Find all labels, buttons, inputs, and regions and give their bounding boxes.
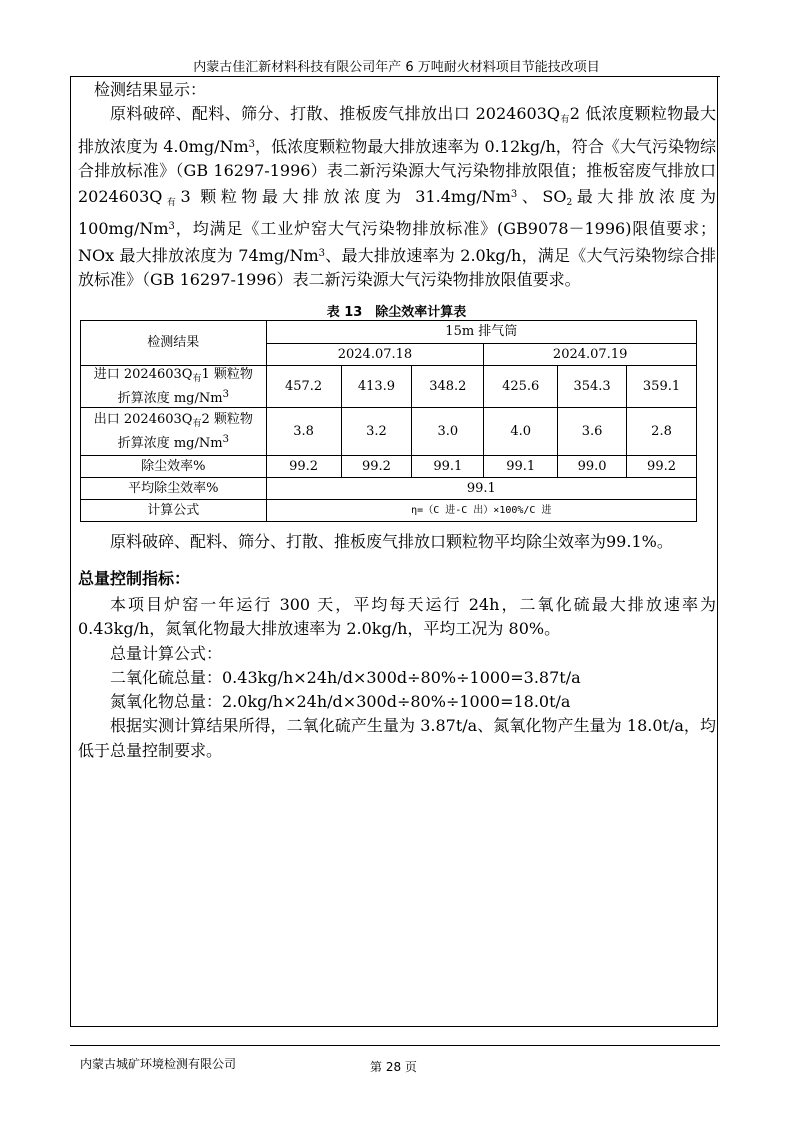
value-cell: 99.2 bbox=[627, 456, 697, 478]
average-label-cell: 平均除尘效率% bbox=[81, 478, 267, 500]
results-text: 3 颗粒物最大排放浓度为 31.4mg/Nm bbox=[180, 187, 511, 207]
table-header-row bbox=[81, 321, 697, 344]
results-text: 原料破碎、配料、筛分、打散、推板废气排放出口 2024603Q bbox=[110, 104, 560, 124]
value-cell: 3.6 bbox=[558, 408, 627, 456]
row-label-cell bbox=[81, 408, 267, 456]
row-label-text: 出口 2024603Q bbox=[93, 411, 193, 427]
value-cell: 2.8 bbox=[627, 408, 697, 456]
date-cell: 2024.07.18 bbox=[266, 344, 484, 366]
table-row bbox=[81, 408, 697, 456]
date-cell: 2024.07.19 bbox=[484, 344, 697, 366]
total-control-heading: 总量控制指标： bbox=[78, 569, 191, 588]
results-superscript: 3 bbox=[248, 138, 256, 150]
results-subscript: 有 bbox=[162, 198, 181, 209]
row-label-subscript: 有 bbox=[192, 418, 202, 429]
page-number: 第 28 页 bbox=[370, 1060, 417, 1074]
value-cell: 3.2 bbox=[341, 408, 412, 456]
formula-label-cell: 计算公式 bbox=[81, 500, 267, 522]
row-label-subscript: 有 bbox=[192, 373, 202, 384]
value-cell: 99.1 bbox=[412, 456, 484, 478]
page-header-title: 内蒙古佳汇新材料科技有限公司年产 6 万吨耐火材料项目节能技改项目 bbox=[193, 60, 600, 75]
table-row bbox=[81, 500, 697, 522]
value-cell: 348.2 bbox=[412, 366, 484, 408]
row-label-superscript: 3 bbox=[222, 388, 229, 400]
formula-intro: 总量计算公式： bbox=[110, 643, 223, 663]
dust-efficiency-table bbox=[80, 320, 697, 522]
value-cell: 99.0 bbox=[558, 456, 627, 478]
table-row bbox=[81, 456, 697, 478]
results-text: 、最大排放速率为 2.0kg/h，满足《大气污染物综合排放标准》（GB 16297-1996）表二新污染源大气污染物排放限值要求。 bbox=[78, 245, 716, 290]
summary-paragraph: 原料破碎、配料、筛分、打散、推板废气排放口颗粒物平均除尘效率为99.1%。 bbox=[110, 532, 673, 551]
row-label-superscript: 3 bbox=[222, 433, 229, 445]
results-section bbox=[78, 78, 716, 292]
nox-total: 氮氧化物总量：2.0kg/h×24h/d×300d÷80%÷1000=18.0t/a bbox=[110, 692, 571, 712]
total-control-section bbox=[78, 593, 716, 763]
value-cell: 3.0 bbox=[412, 408, 484, 456]
row-label-text: 1 颗粒物 bbox=[201, 366, 253, 382]
formula-cell: η=（C 进-C 出）×100%/C 进 bbox=[266, 500, 696, 522]
row-label-text: 进口 2024603Q bbox=[93, 366, 193, 382]
table-row bbox=[81, 478, 697, 500]
value-cell: 99.2 bbox=[341, 456, 412, 478]
value-cell: 359.1 bbox=[627, 366, 697, 408]
results-text: 最大排放浓度为 100mg/Nm bbox=[78, 187, 716, 239]
row-label-text: 折算浓度 mg/Nm bbox=[117, 390, 223, 406]
value-cell: 99.2 bbox=[266, 456, 341, 478]
results-text: ，均满足《工业炉窑大气污染物排放标准》(GB9078－1996)限值要求；NOx 最大排放浓度为 74mg/Nm bbox=[78, 219, 716, 265]
results-text: 、SO bbox=[517, 187, 567, 207]
row-label-text: 2 颗粒物 bbox=[201, 411, 253, 427]
value-cell: 99.1 bbox=[484, 456, 558, 478]
footer-rule bbox=[70, 1045, 720, 1046]
summary-text bbox=[78, 530, 718, 554]
results-subscript: 有 bbox=[560, 115, 570, 126]
footer-company: 内蒙古城矿环境检测有限公司 bbox=[80, 1057, 237, 1071]
stack-cell: 15m 排气筒 bbox=[266, 321, 696, 344]
results-superscript: 3 bbox=[510, 189, 518, 201]
conclusion-paragraph: 根据实测计算结果所得，二氧化硫产生量为 3.87t/a、氮氧化物产生量为 18.0t/a，均低于总量控制要求。 bbox=[78, 716, 716, 760]
results-superscript: 3 bbox=[168, 221, 175, 233]
table-caption: 表 13 除尘效率计算表 bbox=[326, 305, 467, 320]
results-text: ，低浓度颗粒物最大排放速率为 0.12kg/h，符合《大气污染物综合排放标准》（GB 16297-1996）表二新污染源大气污染物排放限值；推板窑废气排放口 2024603Q bbox=[78, 136, 716, 207]
results-text: 2 低浓度颗粒物最大排放浓度为 4.0mg/Nm bbox=[78, 104, 716, 156]
value-cell: 4.0 bbox=[484, 408, 558, 456]
table-row bbox=[81, 366, 697, 408]
value-cell: 354.3 bbox=[558, 366, 627, 408]
so2-total: 二氧化硫总量：0.43kg/h×24h/d×300d÷80%÷1000=3.87t/a bbox=[110, 667, 581, 687]
value-cell: 425.6 bbox=[484, 366, 558, 408]
efficiency-label-cell: 除尘效率% bbox=[81, 456, 267, 478]
average-value-cell: 99.1 bbox=[266, 478, 696, 500]
value-cell: 413.9 bbox=[341, 366, 412, 408]
results-paragraph bbox=[78, 102, 716, 292]
total-control-paragraph: 本项目炉窑一年运行 300 天，平均每天运行 24h，二氧化硫最大排放速率为 0.43kg/h，氮氧化物最大排放速率为 2.0kg/h，平均工况为 80%。 bbox=[78, 595, 716, 639]
value-cell: 457.2 bbox=[266, 366, 341, 408]
header-label-cell: 检测结果 bbox=[81, 321, 267, 366]
results-superscript: 3 bbox=[318, 247, 325, 259]
value-cell: 3.8 bbox=[266, 408, 341, 456]
row-label-cell bbox=[81, 366, 267, 408]
row-label-text: 折算浓度 mg/Nm bbox=[117, 435, 223, 451]
results-intro: 检测结果显示： bbox=[94, 80, 207, 99]
results-subscript: 2 bbox=[566, 198, 573, 209]
